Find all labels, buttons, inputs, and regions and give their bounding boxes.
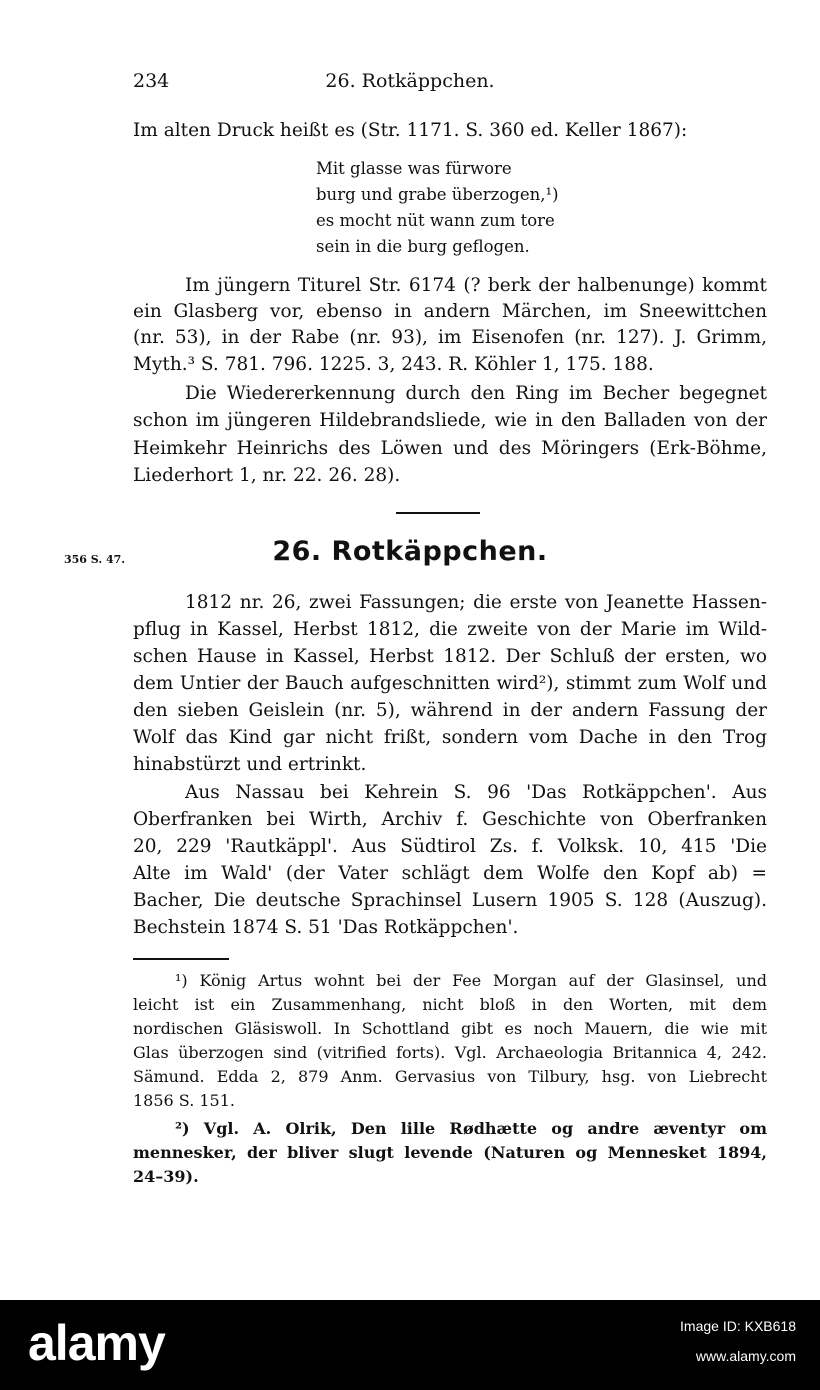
text-line: Bacher, Die deutsche Sprachinsel Lusern 1905 S. 128 (Auszug). — [133, 890, 767, 911]
footnote-line: Sämund. Edda 2, 879 Anm. Gervasius von Tilbury, hsg. von Liebrecht — [133, 1067, 767, 1086]
text-line: Heimkehr Heinrichs des Löwen und des Möringers (Erk-Böhme, — [133, 438, 767, 459]
footnote-line: 1856 S. 151. — [133, 1091, 235, 1110]
text-line: schon im jüngeren Hildebrandsliede, wie in den Balladen von der — [133, 410, 767, 431]
footnote-line: ¹) König Artus wohnt bei der Fee Morgan auf der Glasinsel, und — [175, 971, 767, 990]
text-line: den sieben Geislein (nr. 5), während in der andern Fassung der — [133, 700, 767, 721]
running-title: 26. Rotkäppchen. — [325, 70, 495, 92]
image-id: Image ID: KXB618 — [680, 1318, 796, 1334]
footnote-line: mennesker, der bliver slugt levende (Naturen og Mennesket 1894, — [133, 1143, 767, 1162]
verse-block — [316, 156, 559, 260]
page-number: 234 — [133, 70, 170, 92]
text-line: Oberfranken bei Wirth, Archiv f. Geschichte von Oberfranken — [133, 809, 767, 830]
verse-line: Mit glasse was fürwore — [316, 159, 512, 178]
verse-line: burg und grabe überzogen,¹) — [316, 185, 559, 204]
text-line: Liederhort 1, nr. 22. 26. 28). — [133, 465, 401, 486]
footnote-line: 24–39). — [133, 1167, 199, 1186]
text-line: Wolf das Kind gar nicht frißt, sondern vom Dache in den Trog — [133, 727, 767, 748]
footnote-line: ²) Vgl. A. Olrik, Den lille Rødhætte og andre æventyr om — [175, 1119, 767, 1138]
text-line: hinabstürzt und ertrinkt. — [133, 754, 367, 775]
text-line: dem Untier der Bauch aufgeschnitten wird²), stimmt zum Wolf und — [133, 673, 767, 694]
footnote-line: Glas überzogen sind (vitrified forts). Vgl. Archaeologia Britannica 4, 242. — [133, 1043, 767, 1062]
text-line: Die Wiedererkennung durch den Ring im Becher begegnet — [185, 383, 767, 404]
text-line: Myth.³ S. 781. 796. 1225. 3, 243. R. Köhler 1, 175. 188. — [133, 354, 654, 375]
stock-watermark-bar — [0, 1300, 820, 1390]
text-line: 1812 nr. 26, zwei Fassungen; die erste von Jeanette Hassen- — [185, 592, 767, 613]
text-line: Im jüngern Titurel Str. 6174 (? berk der halbenunge) kommt — [185, 275, 767, 296]
section-divider — [396, 512, 480, 514]
text-line: schen Hause in Kassel, Herbst 1812. Der Schluß der ersten, wo — [133, 646, 767, 667]
intro-line: Im alten Druck heißt es (Str. 1171. S. 360 ed. Keller 1867): — [133, 120, 688, 141]
text-line: 20, 229 'Rautkäppl'. Aus Südtirol Zs. f. Volksk. 10, 415 'Die — [133, 836, 767, 857]
margin-note: 356 S. 47. — [64, 553, 126, 566]
text-line: (nr. 53), in der Rabe (nr. 93), im Eisenofen (nr. 127). J. Grimm, — [133, 327, 767, 348]
alamy-logo: alamy — [28, 1315, 165, 1371]
footnote-line: leicht ist ein Zusammenhang, nicht bloß in den Worten, mit dem — [133, 995, 767, 1014]
text-line: ein Glasberg vor, ebenso in andern Märchen, im Sneewittchen — [133, 301, 767, 322]
site-url: www.alamy.com — [695, 1348, 796, 1364]
verse-line: es mocht nüt wann zum tore — [316, 211, 555, 230]
text-line: Aus Nassau bei Kehrein S. 96 'Das Rotkäppchen'. Aus — [185, 782, 767, 803]
section-title: 26. Rotkäppchen. — [272, 536, 548, 567]
text-line: pflug in Kassel, Herbst 1812, die zweite von der Marie im Wild- — [133, 619, 767, 640]
verse-line: sein in die burg geflogen. — [316, 237, 530, 256]
footnote-line: nordischen Gläsiswoll. In Schottland gibt es noch Mauern, die wie mit — [133, 1019, 767, 1038]
text-line: Alte im Wald' (der Vater schlägt dem Wolfe den Kopf ab) = — [133, 863, 767, 884]
text-line: Bechstein 1874 S. 51 'Das Rotkäppchen'. — [133, 917, 519, 938]
footnote-rule — [133, 958, 229, 960]
